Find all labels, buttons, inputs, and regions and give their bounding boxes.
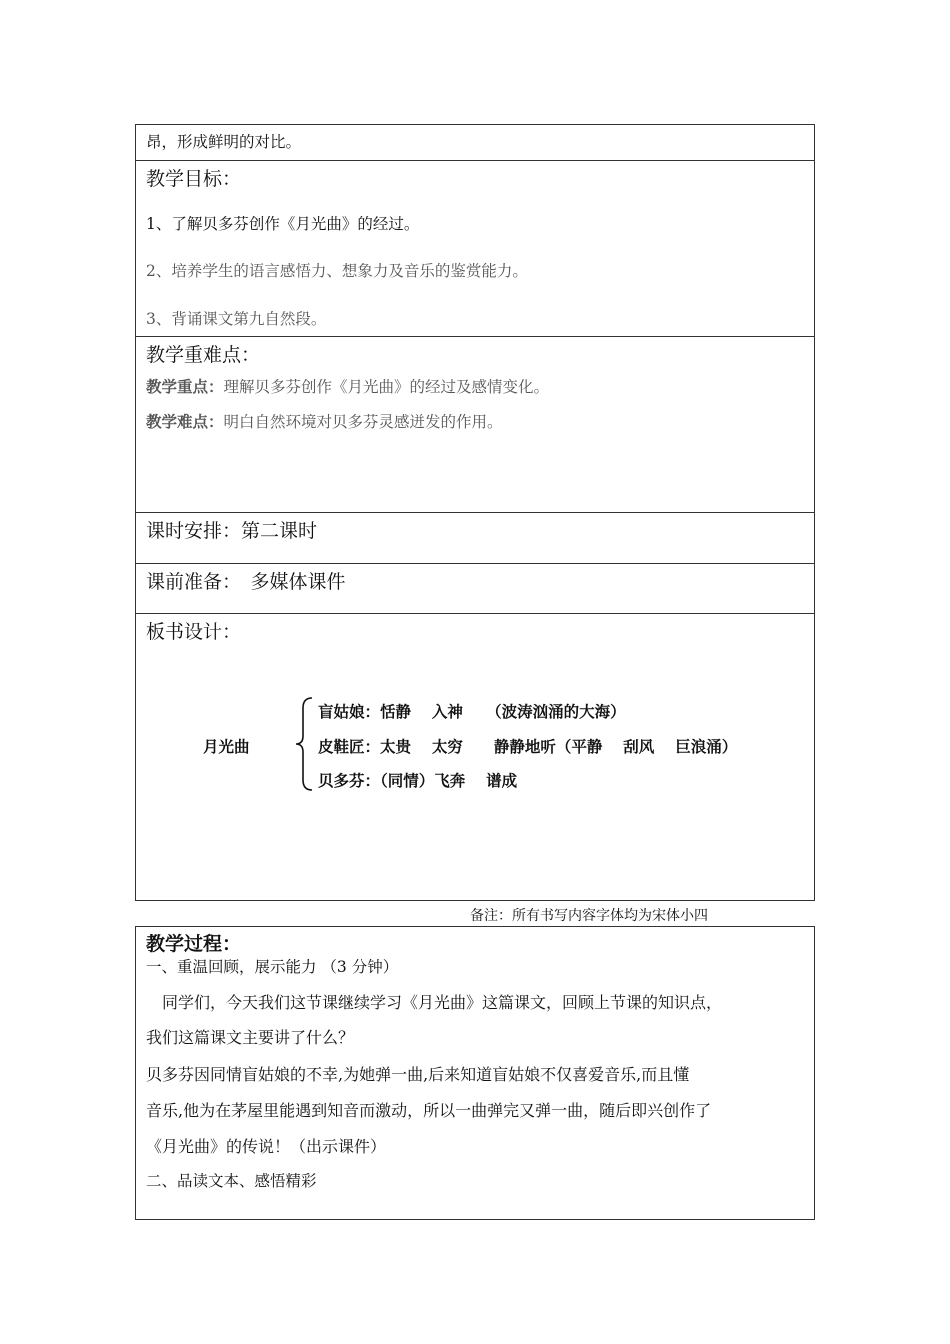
board-line: 贝多芬：（同情）飞奔 谱成 xyxy=(318,771,518,790)
objective-item: 1、了解贝多芬创作《月光曲》的经过。 xyxy=(146,215,420,233)
objectives-section xyxy=(136,160,814,336)
focus-label: 教学重点： xyxy=(146,377,224,396)
process-paragraph-line: 贝多芬因同情盲姑娘的不幸,为她弹一曲,后来知道盲姑娘不仅喜爱音乐,而且懂 xyxy=(146,1065,690,1084)
process-paragraph-line: 音乐,他为在茅屋里能遇到知音而激动，所以一曲弹完又弹一曲，随后即兴创作了 xyxy=(146,1101,712,1120)
board-line: 皮鞋匠：太贵 太穷 静静地听（平静 刮风 巨浪涌） xyxy=(318,737,738,756)
objective-item: 2、培养学生的语言感悟力、想象力及音乐的鉴赏能力。 xyxy=(146,262,528,280)
board-section xyxy=(136,613,814,900)
process-section-title: 一、重温回顾，展示能力 （3 分钟） xyxy=(146,958,399,976)
board-title: 月光曲 xyxy=(203,737,250,756)
schedule-text: 课时安排：第二课时 xyxy=(146,520,318,542)
font-note: 备注：所有书写内容字体均为宋体小四 xyxy=(470,908,708,924)
process-table xyxy=(135,926,815,1220)
keypoints-section xyxy=(136,336,814,512)
difficulty-label: 教学难点： xyxy=(146,412,224,431)
process-paragraph-line: 同学们，今天我们这节课继续学习《月光曲》这篇课文，回顾上节课的知识点， xyxy=(146,993,723,1012)
intro-continuation: 昂，形成鲜明的对比。 xyxy=(146,133,302,151)
preparation-section xyxy=(136,563,814,613)
schedule-section xyxy=(136,512,814,563)
objective-item: 3、背诵课文第九自然段。 xyxy=(146,310,327,328)
board-line: 盲姑娘：恬静 入神 （波涛汹涌的大海） xyxy=(318,702,626,721)
keypoints-heading: 教学重难点： xyxy=(146,344,261,366)
lesson-plan-table xyxy=(135,124,815,901)
difficulty-text: 明白自然环境对贝多芬灵感迸发的作用。 xyxy=(223,413,503,431)
preparation-text: 课前准备： 多媒体课件 xyxy=(146,571,346,593)
focus-line xyxy=(146,375,549,397)
board-heading: 板书设计： xyxy=(146,621,242,643)
process-paragraph-line: 《月光曲》的传说！（出示课件） xyxy=(146,1137,387,1156)
process-section-title: 二、品读文本、感悟精彩 xyxy=(146,1172,317,1190)
process-paragraph-line: 我们这篇课文主要讲了什么？ xyxy=(146,1028,355,1047)
objectives-heading: 教学目标： xyxy=(146,168,242,190)
difficulty-line xyxy=(146,410,503,432)
process-heading: 教学过程： xyxy=(146,933,242,955)
focus-text: 理解贝多芬创作《月光曲》的经过及感情变化。 xyxy=(223,378,550,396)
curly-brace-icon xyxy=(294,696,316,792)
